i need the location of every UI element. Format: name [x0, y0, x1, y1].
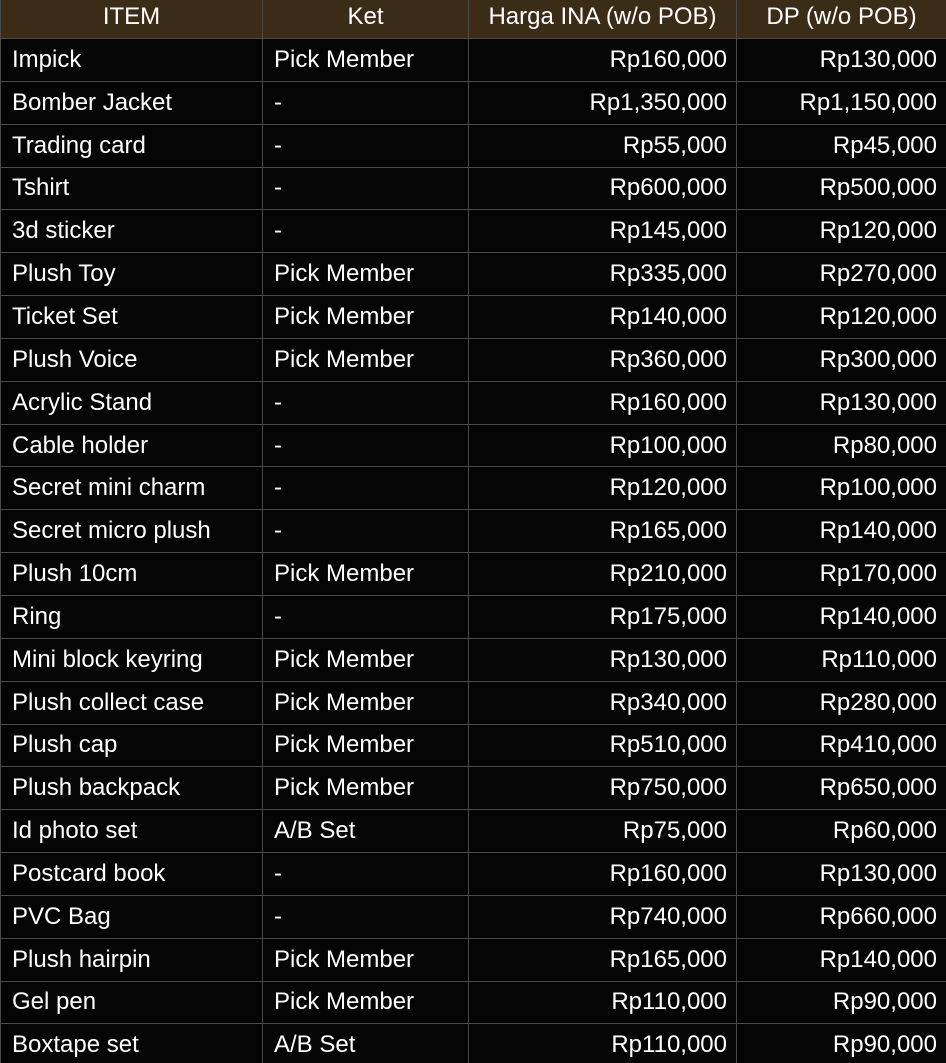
table-row [1, 981, 946, 1024]
table-body [1, 39, 946, 1063]
item-cell: Plush 10cm [1, 553, 263, 596]
ket-cell: - [263, 895, 469, 938]
harga-ina-cell: Rp160,000 [469, 853, 737, 896]
dp-cell: Rp300,000 [737, 338, 946, 381]
item-cell: Tshirt [1, 167, 263, 210]
dp-cell: Rp410,000 [737, 724, 946, 767]
ket-cell: A/B Set [263, 1024, 469, 1063]
ket-cell: - [263, 167, 469, 210]
dp-cell: Rp660,000 [737, 895, 946, 938]
dp-cell: Rp140,000 [737, 938, 946, 981]
dp-cell: Rp1,150,000 [737, 81, 946, 124]
item-cell: Ticket Set [1, 296, 263, 339]
dp-cell: Rp500,000 [737, 167, 946, 210]
harga-ina-cell: Rp140,000 [469, 296, 737, 339]
harga-ina-cell: Rp1,350,000 [469, 81, 737, 124]
header-row [1, 0, 946, 39]
dp-cell: Rp90,000 [737, 981, 946, 1024]
header-item: ITEM [1, 0, 263, 39]
table-row [1, 810, 946, 853]
harga-ina-cell: Rp600,000 [469, 167, 737, 210]
item-cell: Cable holder [1, 424, 263, 467]
table-row [1, 510, 946, 553]
dp-cell: Rp90,000 [737, 1024, 946, 1063]
harga-ina-cell: Rp100,000 [469, 424, 737, 467]
item-cell: Ring [1, 595, 263, 638]
item-cell: Secret micro plush [1, 510, 263, 553]
item-cell: PVC Bag [1, 895, 263, 938]
dp-cell: Rp80,000 [737, 424, 946, 467]
item-cell: Plush Toy [1, 253, 263, 296]
dp-cell: Rp110,000 [737, 638, 946, 681]
dp-cell: Rp60,000 [737, 810, 946, 853]
dp-cell: Rp140,000 [737, 595, 946, 638]
dp-cell: Rp120,000 [737, 296, 946, 339]
dp-cell: Rp650,000 [737, 767, 946, 810]
dp-cell: Rp270,000 [737, 253, 946, 296]
table-row [1, 253, 946, 296]
ket-cell: Pick Member [263, 681, 469, 724]
harga-ina-cell: Rp110,000 [469, 1024, 737, 1063]
harga-ina-cell: Rp210,000 [469, 553, 737, 596]
table-row [1, 381, 946, 424]
ket-cell: Pick Member [263, 767, 469, 810]
harga-ina-cell: Rp120,000 [469, 467, 737, 510]
dp-cell: Rp45,000 [737, 124, 946, 167]
table-row [1, 895, 946, 938]
item-cell: Boxtape set [1, 1024, 263, 1063]
item-cell: 3d sticker [1, 210, 263, 253]
harga-ina-cell: Rp145,000 [469, 210, 737, 253]
table-row [1, 853, 946, 896]
table-row [1, 1024, 946, 1063]
ket-cell: - [263, 210, 469, 253]
ket-cell: - [263, 853, 469, 896]
ket-cell: - [263, 510, 469, 553]
table-row [1, 424, 946, 467]
harga-ina-cell: Rp510,000 [469, 724, 737, 767]
dp-cell: Rp120,000 [737, 210, 946, 253]
harga-ina-cell: Rp130,000 [469, 638, 737, 681]
item-cell: Acrylic Stand [1, 381, 263, 424]
table-row [1, 724, 946, 767]
item-cell: Secret mini charm [1, 467, 263, 510]
dp-cell: Rp100,000 [737, 467, 946, 510]
ket-cell: - [263, 81, 469, 124]
dp-cell: Rp130,000 [737, 39, 946, 82]
dp-cell: Rp130,000 [737, 853, 946, 896]
dp-cell: Rp170,000 [737, 553, 946, 596]
ket-cell: Pick Member [263, 724, 469, 767]
ket-cell: Pick Member [263, 638, 469, 681]
harga-ina-cell: Rp165,000 [469, 938, 737, 981]
harga-ina-cell: Rp165,000 [469, 510, 737, 553]
item-cell: Postcard book [1, 853, 263, 896]
harga-ina-cell: Rp110,000 [469, 981, 737, 1024]
header-harga-ina: Harga INA (w/o POB) [469, 0, 737, 39]
item-cell: Plush collect case [1, 681, 263, 724]
ket-cell: Pick Member [263, 253, 469, 296]
ket-cell: Pick Member [263, 553, 469, 596]
dp-cell: Rp140,000 [737, 510, 946, 553]
ket-cell: - [263, 381, 469, 424]
table-row [1, 553, 946, 596]
item-cell: Id photo set [1, 810, 263, 853]
item-cell: Impick [1, 39, 263, 82]
header-ket: Ket [263, 0, 469, 39]
header-dp: DP (w/o POB) [737, 0, 946, 39]
harga-ina-cell: Rp335,000 [469, 253, 737, 296]
table-row [1, 767, 946, 810]
ket-cell: Pick Member [263, 338, 469, 381]
table-row [1, 938, 946, 981]
harga-ina-cell: Rp160,000 [469, 381, 737, 424]
item-cell: Bomber Jacket [1, 81, 263, 124]
harga-ina-cell: Rp55,000 [469, 124, 737, 167]
ket-cell: - [263, 467, 469, 510]
ket-cell: Pick Member [263, 296, 469, 339]
harga-ina-cell: Rp750,000 [469, 767, 737, 810]
ket-cell: - [263, 595, 469, 638]
table-row [1, 595, 946, 638]
item-cell: Mini block keyring [1, 638, 263, 681]
table-row [1, 338, 946, 381]
item-cell: Plush hairpin [1, 938, 263, 981]
ket-cell: - [263, 424, 469, 467]
harga-ina-cell: Rp360,000 [469, 338, 737, 381]
harga-ina-cell: Rp160,000 [469, 39, 737, 82]
ket-cell: Pick Member [263, 39, 469, 82]
ket-cell: A/B Set [263, 810, 469, 853]
item-cell: Plush backpack [1, 767, 263, 810]
item-cell: Gel pen [1, 981, 263, 1024]
item-cell: Plush cap [1, 724, 263, 767]
table-row [1, 81, 946, 124]
harga-ina-cell: Rp75,000 [469, 810, 737, 853]
dp-cell: Rp280,000 [737, 681, 946, 724]
table-row [1, 167, 946, 210]
ket-cell: Pick Member [263, 981, 469, 1024]
table-row [1, 210, 946, 253]
harga-ina-cell: Rp175,000 [469, 595, 737, 638]
item-cell: Plush Voice [1, 338, 263, 381]
table-header [1, 0, 946, 39]
harga-ina-cell: Rp340,000 [469, 681, 737, 724]
harga-ina-cell: Rp740,000 [469, 895, 737, 938]
dp-cell: Rp130,000 [737, 381, 946, 424]
table-row [1, 39, 946, 82]
table-row [1, 681, 946, 724]
table-row [1, 124, 946, 167]
ket-cell: - [263, 124, 469, 167]
ket-cell: Pick Member [263, 938, 469, 981]
table-row [1, 638, 946, 681]
item-cell: Trading card [1, 124, 263, 167]
table-row [1, 467, 946, 510]
table-row [1, 296, 946, 339]
